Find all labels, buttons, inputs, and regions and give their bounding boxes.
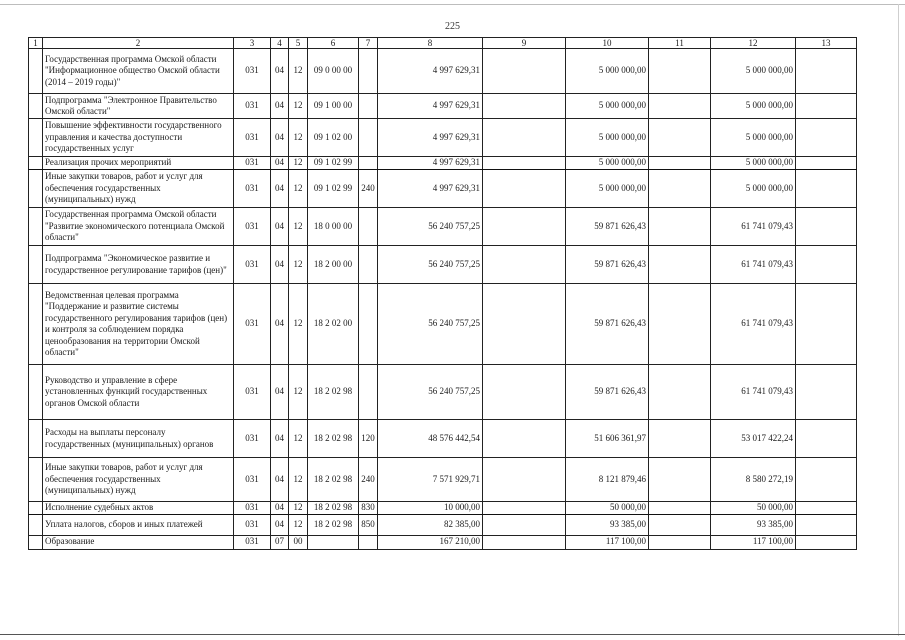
bottom-border-line <box>0 634 905 635</box>
section-cell: 04 <box>271 157 289 170</box>
amount-cell <box>483 157 566 170</box>
header-row <box>29 38 857 49</box>
section-cell: 04 <box>271 365 289 420</box>
section-cell: 04 <box>271 284 289 365</box>
name-cell: Реализация прочих мероприятий <box>43 157 234 170</box>
table-row <box>29 535 857 549</box>
amount-cell: 82 385,00 <box>378 514 483 535</box>
amount-cell <box>649 246 711 284</box>
subsection-cell: 12 <box>289 119 308 157</box>
amount-cell <box>649 535 711 549</box>
target-code-cell: 09 1 02 99 <box>308 157 359 170</box>
subsection-cell: 12 <box>289 284 308 365</box>
table-body <box>29 49 857 550</box>
amount-cell <box>649 119 711 157</box>
expense-type-cell <box>359 94 378 119</box>
column-header: 6 <box>308 38 359 49</box>
code-cell: 031 <box>234 284 271 365</box>
amount-cell <box>796 420 857 458</box>
amount-cell: 5 000 000,00 <box>711 94 796 119</box>
amount-cell: 4 997 629,31 <box>378 49 483 94</box>
table-row <box>29 284 857 365</box>
table-row <box>29 514 857 535</box>
row-index-cell <box>29 246 43 284</box>
table-row <box>29 502 857 515</box>
amount-cell: 5 000 000,00 <box>711 119 796 157</box>
amount-cell <box>483 365 566 420</box>
amount-cell <box>796 365 857 420</box>
code-cell: 031 <box>234 157 271 170</box>
name-cell: Иные закупки товаров, работ и услуг для обеспечения государственных (муниципальных) нужд <box>43 458 234 502</box>
amount-cell: 4 997 629,31 <box>378 94 483 119</box>
column-header: 11 <box>649 38 711 49</box>
amount-cell: 53 017 422,24 <box>711 420 796 458</box>
amount-cell: 117 100,00 <box>711 535 796 549</box>
target-code-cell: 18 0 00 00 <box>308 208 359 246</box>
section-cell: 04 <box>271 420 289 458</box>
code-cell: 031 <box>234 535 271 549</box>
target-code-cell: 18 2 02 98 <box>308 365 359 420</box>
amount-cell <box>649 49 711 94</box>
column-header: 13 <box>796 38 857 49</box>
subsection-cell: 12 <box>289 514 308 535</box>
name-cell: Руководство и управление в сфере установленных функций государственных органов Омской области <box>43 365 234 420</box>
column-header: 12 <box>711 38 796 49</box>
column-header: 7 <box>359 38 378 49</box>
name-cell: Иные закупки товаров, работ и услуг для обеспечения государственных (муниципальных) нужд <box>43 170 234 208</box>
amount-cell <box>649 170 711 208</box>
expense-type-cell <box>359 119 378 157</box>
amount-cell: 5 000 000,00 <box>566 119 649 157</box>
code-cell: 031 <box>234 365 271 420</box>
amount-cell: 5 000 000,00 <box>566 157 649 170</box>
column-header: 5 <box>289 38 308 49</box>
amount-cell <box>649 284 711 365</box>
column-header: 10 <box>566 38 649 49</box>
section-cell: 04 <box>271 502 289 515</box>
target-code-cell: 18 2 00 00 <box>308 246 359 284</box>
right-border-line <box>898 4 899 636</box>
subsection-cell: 12 <box>289 458 308 502</box>
target-code-cell: 09 1 00 00 <box>308 94 359 119</box>
page-number: 225 <box>445 21 460 32</box>
amount-cell: 4 997 629,31 <box>378 119 483 157</box>
amount-cell: 4 997 629,31 <box>378 170 483 208</box>
amount-cell <box>649 365 711 420</box>
amount-cell <box>649 458 711 502</box>
subsection-cell: 12 <box>289 49 308 94</box>
amount-cell: 61 741 079,43 <box>711 365 796 420</box>
amount-cell: 48 576 442,54 <box>378 420 483 458</box>
section-cell: 04 <box>271 246 289 284</box>
target-code-cell: 18 2 02 98 <box>308 420 359 458</box>
amount-cell: 5 000 000,00 <box>711 157 796 170</box>
row-index-cell <box>29 365 43 420</box>
amount-cell: 51 606 361,97 <box>566 420 649 458</box>
target-code-cell: 09 1 02 00 <box>308 119 359 157</box>
expense-type-cell <box>359 49 378 94</box>
subsection-cell: 12 <box>289 170 308 208</box>
name-cell: Подпрограмма "Экономическое развитие и государственное регулирование тарифов (цен)" <box>43 246 234 284</box>
expense-type-cell <box>359 157 378 170</box>
amount-cell: 7 571 929,71 <box>378 458 483 502</box>
amount-cell <box>483 458 566 502</box>
table-row <box>29 365 857 420</box>
amount-cell: 4 997 629,31 <box>378 157 483 170</box>
target-code-cell: 09 1 02 99 <box>308 170 359 208</box>
row-index-cell <box>29 284 43 365</box>
amount-cell <box>483 170 566 208</box>
expense-type-cell: 850 <box>359 514 378 535</box>
code-cell: 031 <box>234 208 271 246</box>
amount-cell: 167 210,00 <box>378 535 483 549</box>
amount-cell: 56 240 757,25 <box>378 246 483 284</box>
table-row <box>29 458 857 502</box>
amount-cell: 59 871 626,43 <box>566 365 649 420</box>
amount-cell <box>483 420 566 458</box>
section-cell: 04 <box>271 458 289 502</box>
column-header: 9 <box>483 38 566 49</box>
table-row <box>29 49 857 94</box>
amount-cell: 5 000 000,00 <box>566 49 649 94</box>
target-code-cell <box>308 535 359 549</box>
section-cell: 04 <box>271 514 289 535</box>
amount-cell <box>796 458 857 502</box>
section-cell: 07 <box>271 535 289 549</box>
amount-cell <box>796 49 857 94</box>
amount-cell <box>483 94 566 119</box>
subsection-cell: 12 <box>289 420 308 458</box>
column-header: 8 <box>378 38 483 49</box>
amount-cell <box>649 514 711 535</box>
target-code-cell: 09 0 00 00 <box>308 49 359 94</box>
amount-cell: 56 240 757,25 <box>378 284 483 365</box>
amount-cell: 61 741 079,43 <box>711 208 796 246</box>
budget-table <box>28 37 857 550</box>
name-cell: Исполнение судебных актов <box>43 502 234 515</box>
amount-cell <box>649 420 711 458</box>
section-cell: 04 <box>271 208 289 246</box>
table-row <box>29 119 857 157</box>
name-cell: Образование <box>43 535 234 549</box>
amount-cell: 61 741 079,43 <box>711 284 796 365</box>
target-code-cell: 18 2 02 98 <box>308 458 359 502</box>
code-cell: 031 <box>234 246 271 284</box>
name-cell: Государственная программа Омской области "Информационное общество Омской области (2014 – 2019 годы)" <box>43 49 234 94</box>
name-cell: Ведомственная целевая программа "Поддержание и развитие системы государственного регулирования тарифов (цен) и контроля за соблюдением порядка ценообразования на территории Омской области" <box>43 284 234 365</box>
table-row <box>29 246 857 284</box>
amount-cell <box>649 208 711 246</box>
amount-cell: 59 871 626,43 <box>566 246 649 284</box>
row-index-cell <box>29 208 43 246</box>
expense-type-cell <box>359 208 378 246</box>
subsection-cell: 00 <box>289 535 308 549</box>
amount-cell <box>796 502 857 515</box>
amount-cell <box>483 246 566 284</box>
amount-cell <box>796 157 857 170</box>
target-code-cell: 18 2 02 98 <box>308 502 359 515</box>
subsection-cell: 12 <box>289 246 308 284</box>
amount-cell <box>483 514 566 535</box>
amount-cell <box>649 502 711 515</box>
expense-type-cell: 240 <box>359 170 378 208</box>
section-cell: 04 <box>271 119 289 157</box>
code-cell: 031 <box>234 94 271 119</box>
row-index-cell <box>29 458 43 502</box>
amount-cell: 10 000,00 <box>378 502 483 515</box>
row-index-cell <box>29 49 43 94</box>
amount-cell: 59 871 626,43 <box>566 208 649 246</box>
row-index-cell <box>29 119 43 157</box>
name-cell: Государственная программа Омской области "Развитие экономического потенциала Омской области" <box>43 208 234 246</box>
amount-cell <box>483 49 566 94</box>
amount-cell <box>649 157 711 170</box>
amount-cell <box>796 170 857 208</box>
amount-cell: 50 000,00 <box>711 502 796 515</box>
column-header: 4 <box>271 38 289 49</box>
expense-type-cell <box>359 246 378 284</box>
amount-cell: 5 000 000,00 <box>566 170 649 208</box>
amount-cell <box>483 119 566 157</box>
amount-cell: 50 000,00 <box>566 502 649 515</box>
column-header: 1 <box>29 38 43 49</box>
target-code-cell: 18 2 02 98 <box>308 514 359 535</box>
target-code-cell: 18 2 02 00 <box>308 284 359 365</box>
amount-cell: 5 000 000,00 <box>566 94 649 119</box>
code-cell: 031 <box>234 170 271 208</box>
table-row <box>29 420 857 458</box>
amount-cell <box>796 535 857 549</box>
amount-cell: 5 000 000,00 <box>711 170 796 208</box>
subsection-cell: 12 <box>289 502 308 515</box>
subsection-cell: 12 <box>289 157 308 170</box>
expense-type-cell <box>359 365 378 420</box>
amount-cell: 56 240 757,25 <box>378 208 483 246</box>
row-index-cell <box>29 420 43 458</box>
amount-cell: 8 580 272,19 <box>711 458 796 502</box>
expense-type-cell <box>359 535 378 549</box>
subsection-cell: 12 <box>289 208 308 246</box>
amount-cell <box>483 284 566 365</box>
section-cell: 04 <box>271 170 289 208</box>
row-index-cell <box>29 170 43 208</box>
subsection-cell: 12 <box>289 94 308 119</box>
amount-cell <box>796 514 857 535</box>
row-index-cell <box>29 514 43 535</box>
row-index-cell <box>29 157 43 170</box>
section-cell: 04 <box>271 94 289 119</box>
section-cell: 04 <box>271 49 289 94</box>
name-cell: Повышение эффективности государственного управления и качества доступности государственных услуг <box>43 119 234 157</box>
name-cell: Уплата налогов, сборов и иных платежей <box>43 514 234 535</box>
amount-cell: 93 385,00 <box>711 514 796 535</box>
code-cell: 031 <box>234 502 271 515</box>
expense-type-cell: 120 <box>359 420 378 458</box>
code-cell: 031 <box>234 458 271 502</box>
code-cell: 031 <box>234 49 271 94</box>
table-row <box>29 94 857 119</box>
column-header: 2 <box>43 38 234 49</box>
amount-cell: 117 100,00 <box>566 535 649 549</box>
table-row <box>29 170 857 208</box>
amount-cell: 93 385,00 <box>566 514 649 535</box>
amount-cell <box>483 502 566 515</box>
amount-cell <box>483 208 566 246</box>
table-row <box>29 208 857 246</box>
expense-type-cell <box>359 284 378 365</box>
amount-cell: 61 741 079,43 <box>711 246 796 284</box>
amount-cell <box>796 119 857 157</box>
code-cell: 031 <box>234 420 271 458</box>
amount-cell <box>649 94 711 119</box>
amount-cell <box>796 246 857 284</box>
amount-cell: 56 240 757,25 <box>378 365 483 420</box>
row-index-cell <box>29 535 43 549</box>
table-row <box>29 157 857 170</box>
name-cell: Подпрограмма "Электронное Правительство Омской области" <box>43 94 234 119</box>
code-cell: 031 <box>234 119 271 157</box>
subsection-cell: 12 <box>289 365 308 420</box>
amount-cell <box>796 94 857 119</box>
amount-cell <box>483 535 566 549</box>
expense-type-cell: 240 <box>359 458 378 502</box>
amount-cell: 5 000 000,00 <box>711 49 796 94</box>
row-index-cell <box>29 94 43 119</box>
amount-cell <box>796 284 857 365</box>
code-cell: 031 <box>234 514 271 535</box>
name-cell: Расходы на выплаты персоналу государственных (муниципальных) органов <box>43 420 234 458</box>
row-index-cell <box>29 502 43 515</box>
amount-cell: 8 121 879,46 <box>566 458 649 502</box>
expense-type-cell: 830 <box>359 502 378 515</box>
column-header: 3 <box>234 38 271 49</box>
top-border-line <box>0 4 905 5</box>
amount-cell: 59 871 626,43 <box>566 284 649 365</box>
amount-cell <box>796 208 857 246</box>
